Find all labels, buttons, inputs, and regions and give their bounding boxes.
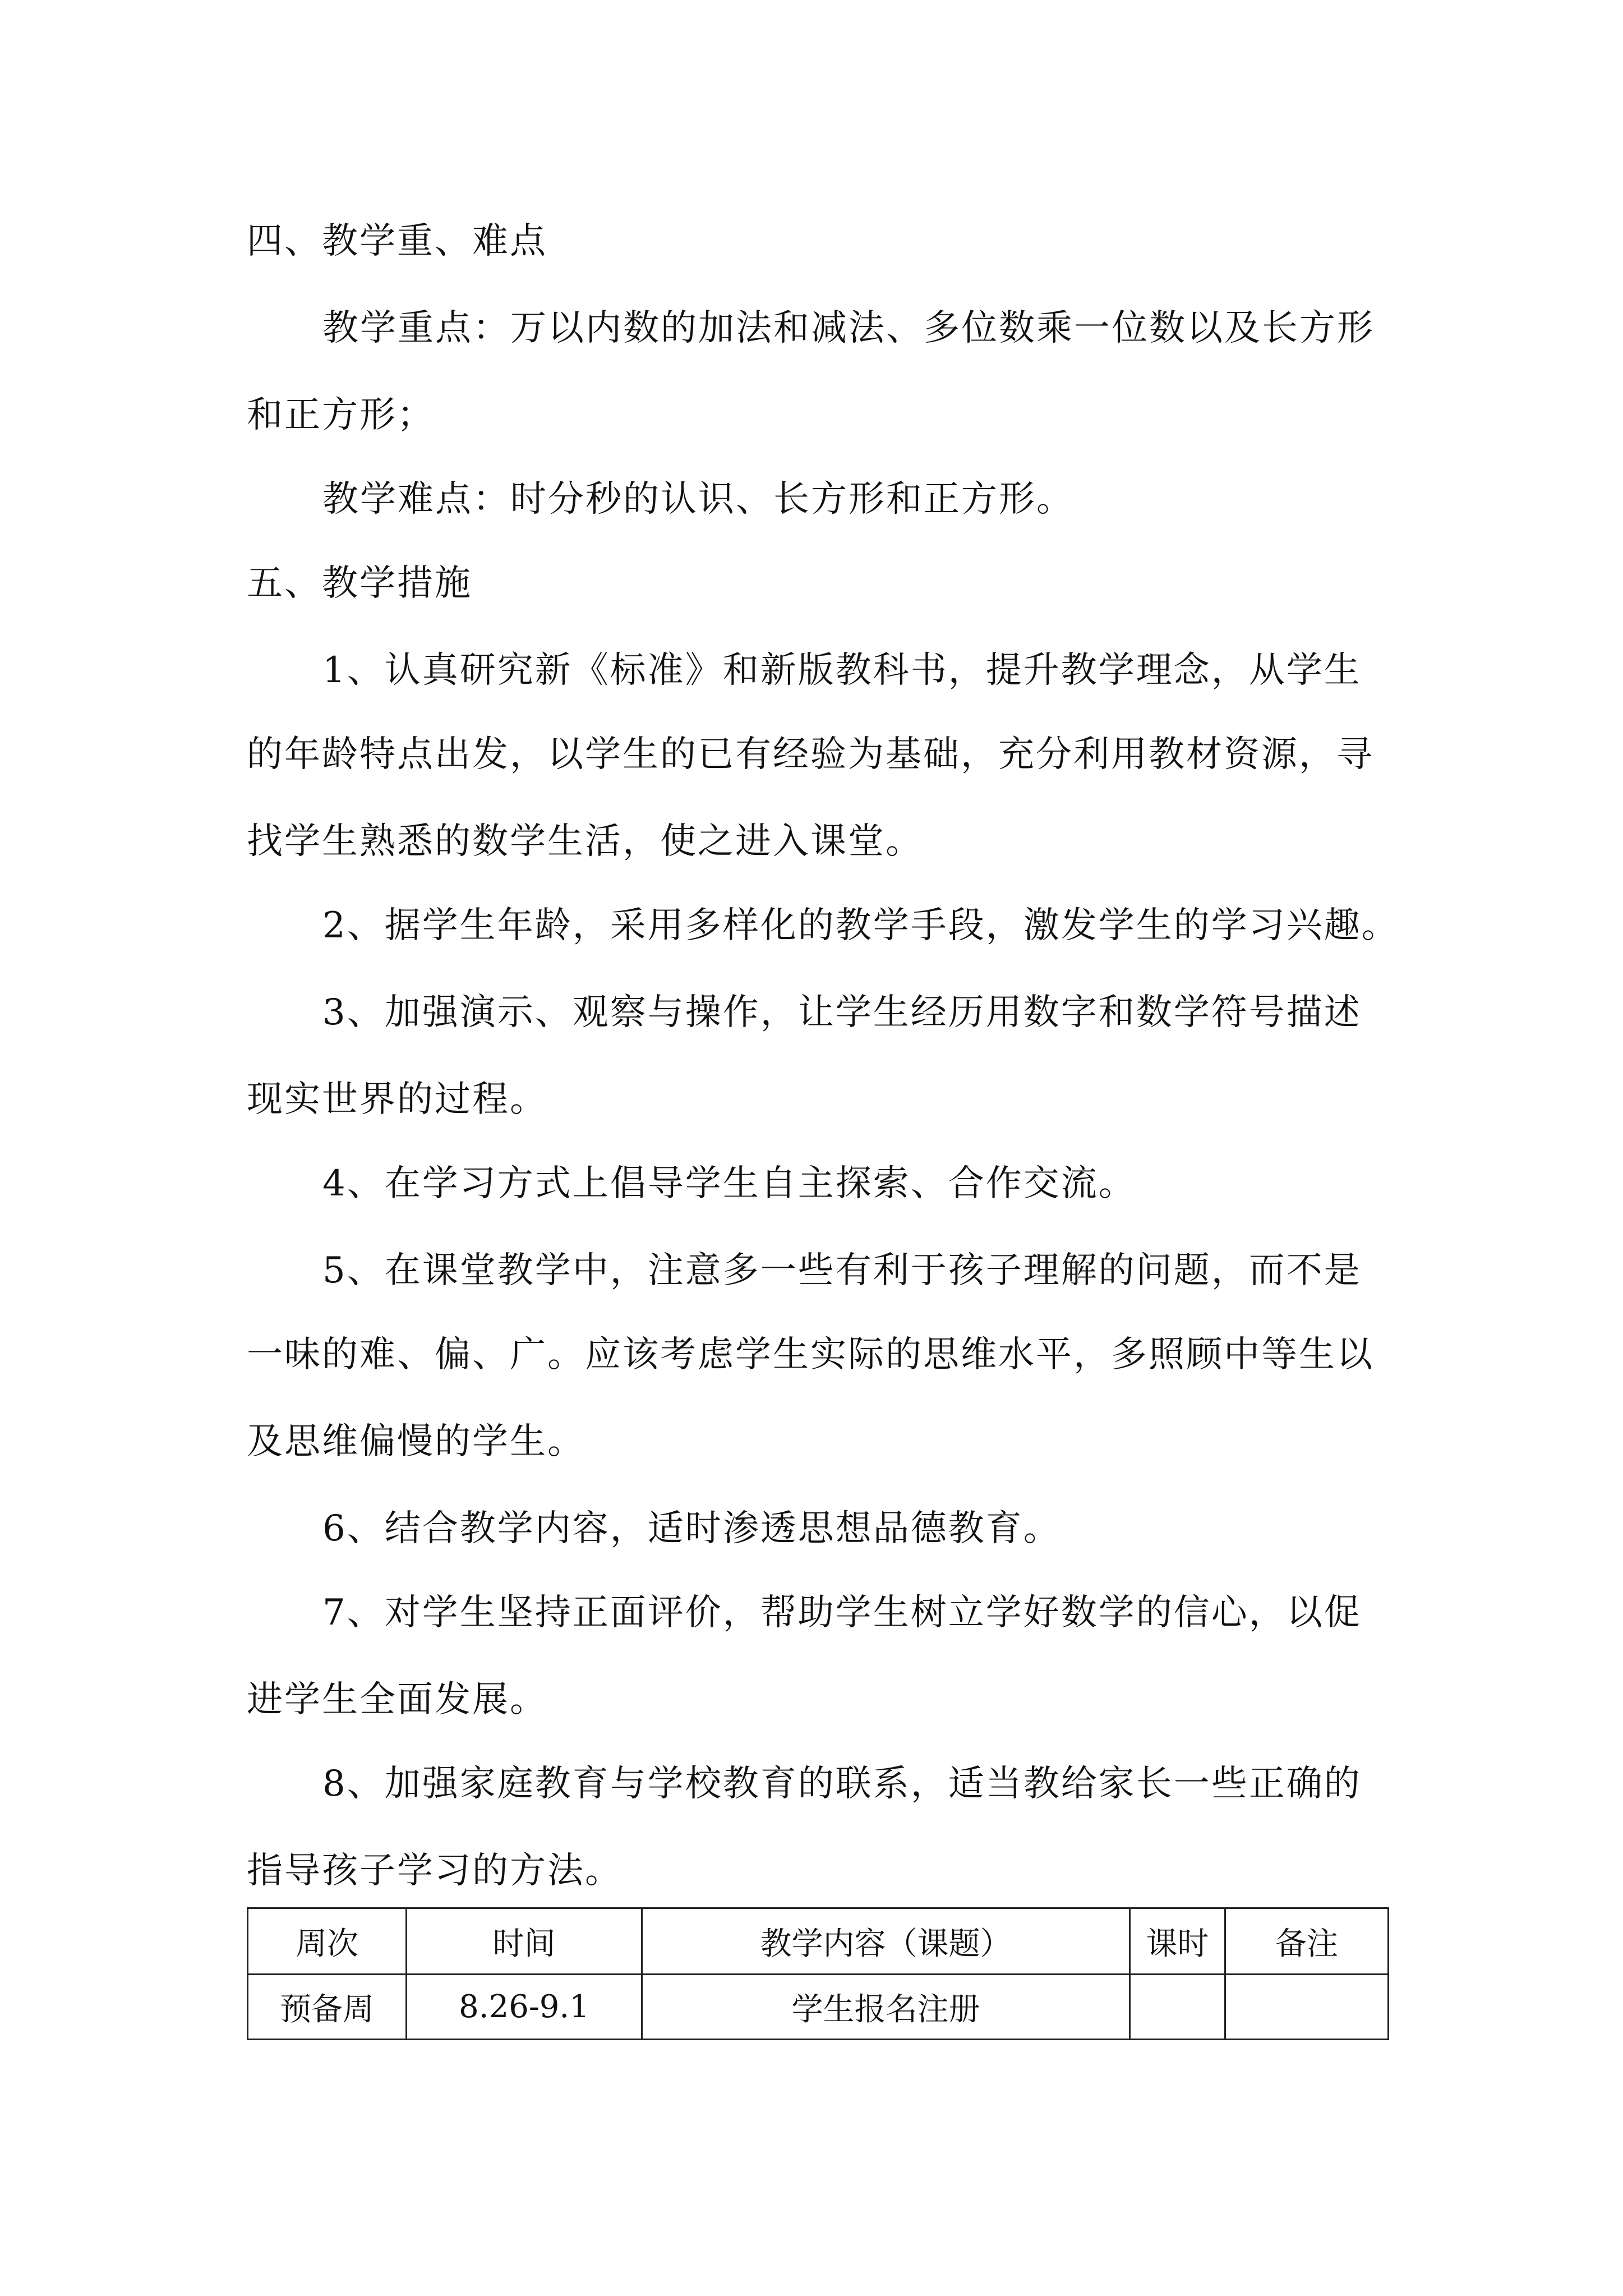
cell-week: 预备周 bbox=[248, 1975, 407, 2040]
section-heading-5: 五、教学措施 bbox=[247, 563, 472, 604]
teaching-difficulty: 教学难点：时分秒的认识、长方形和正方形。 bbox=[322, 478, 1074, 520]
measure-1-line-2: 的年龄特点出发，以学生的已有经验为基础，充分利用教材资源，寻 bbox=[247, 734, 1374, 775]
header-periods: 课时 bbox=[1130, 1908, 1225, 1975]
header-week: 周次 bbox=[248, 1908, 407, 1975]
measure-8-line-1: 8、加强家庭教育与学校教育的联系，适当教给家长一些正确的 bbox=[322, 1763, 1362, 1805]
measure-1-line-1: 1、认真研究新《标准》和新版教科书，提升教学理念，从学生 bbox=[322, 650, 1362, 691]
measure-8-line-2: 指导孩子学习的方法。 bbox=[247, 1850, 623, 1892]
measure-3-line-2: 现实世界的过程。 bbox=[247, 1079, 547, 1120]
header-notes: 备注 bbox=[1225, 1908, 1389, 1975]
measure-7-line-2: 进学生全面发展。 bbox=[247, 1679, 547, 1720]
cell-notes bbox=[1225, 1975, 1389, 2040]
schedule-table bbox=[247, 1907, 1389, 2040]
measure-4-line-1: 4、在学习方式上倡导学生自主探索、合作交流。 bbox=[322, 1163, 1136, 1204]
header-time: 时间 bbox=[407, 1908, 642, 1975]
measure-5-line-2: 一味的难、偏、广。应该考虑学生实际的思维水平，多照顾中等生以 bbox=[247, 1334, 1374, 1375]
header-content: 教学内容（课题） bbox=[642, 1908, 1130, 1975]
measure-3-line-1: 3、加强演示、观察与操作，让学生经历用数字和数学符号描述 bbox=[322, 992, 1362, 1033]
cell-content: 学生报名注册 bbox=[642, 1975, 1130, 2040]
cell-periods bbox=[1130, 1975, 1225, 2040]
teaching-focus-line-1: 教学重点：万以内数的加法和减法、多位数乘一位数以及长方形 bbox=[322, 307, 1375, 349]
section-heading-4: 四、教学重、难点 bbox=[247, 220, 547, 262]
measure-1-line-3: 找学生熟悉的数学生活，使之进入课堂。 bbox=[247, 821, 923, 862]
measure-2-line-1: 2、据学生年龄，采用多样化的教学手段，激发学生的学习兴趣。 bbox=[322, 905, 1399, 946]
measure-7-line-1: 7、对学生坚持正面评价，帮助学生树立学好数学的信心，以促 bbox=[322, 1592, 1362, 1634]
table-row bbox=[248, 1975, 1389, 2040]
teaching-focus-line-2: 和正方形； bbox=[247, 394, 435, 436]
table-header-row bbox=[248, 1908, 1389, 1975]
measure-5-line-3: 及思维偏慢的学生。 bbox=[247, 1421, 585, 1462]
cell-time: 8.26-9.1 bbox=[407, 1975, 642, 2040]
measure-5-line-1: 5、在课堂教学中，注意多一些有利于孩子理解的问题，而不是 bbox=[322, 1250, 1362, 1291]
measure-6-line-1: 6、结合教学内容，适时渗透思想品德教育。 bbox=[322, 1508, 1061, 1549]
